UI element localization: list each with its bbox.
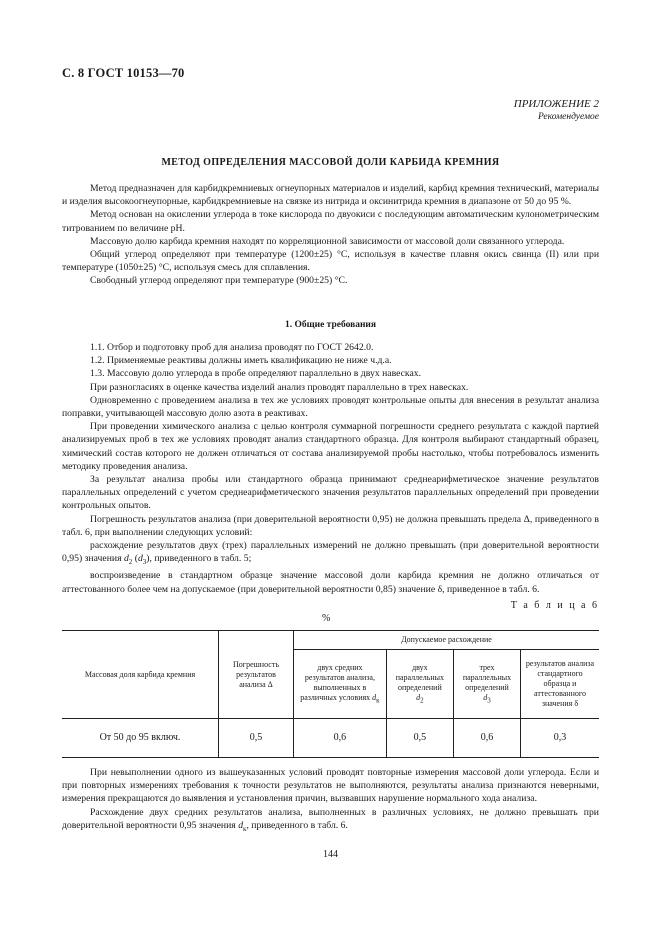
paragraph: Массовую долю карбида кремния находят по корреляционной зависимости от массовой доли связанного углерода. <box>90 235 565 247</box>
paragraph: За результат анализа пробы или стандартного образца принимают среднеарифметическое значение результатов параллельных определений с учетом среднеарифметического значения результатов параллельных определений при проведении контрольных опытов. <box>62 474 599 512</box>
subscript: к <box>243 824 247 833</box>
appendix-label <box>514 98 599 124</box>
header-dk <box>294 650 387 719</box>
symbol-d: d <box>123 553 129 565</box>
cell-delta-std: 0,3 <box>521 719 600 758</box>
condition-1-text: расхождение результатов двух (трех) параллельных измерений не должно превышать (при доверительной вероятности 0,95) значения <box>62 540 599 565</box>
symbol-d: d <box>483 692 488 702</box>
document-title: МЕТОД ОПРЕДЕЛЕНИЯ МАССОВОЙ ДОЛИ КАРБИДА КРЕМНИЯ <box>161 157 500 168</box>
subscript: 3 <box>487 696 491 705</box>
condition-1-text: ( <box>132 553 138 565</box>
paragraph: Метод предназначен для карбидкремниевых огнеупорных материалов и изделий, карбид кремния технический, материалы и изделия высокоогнеупорные, карбидкремниевые на связке из нитрида и оксинитрида кремния в диапазоне от 50 до 95 %. <box>62 183 599 208</box>
paragraph: При разногласиях в оценке качества изделий анализ проводят параллельно в трех навесках. <box>90 381 469 393</box>
table-caption: Т а б л и ц а 6 <box>510 600 599 611</box>
symbol-d: d <box>372 692 377 702</box>
paragraph-last <box>62 806 599 836</box>
paragraph: Погрешность результатов анализа (при доверительной вероятности 0,95) не должна превышать предела Δ, приведенного в табл. 6, при выполнении следующих условий: <box>62 513 599 538</box>
paragraph: Общий углерод определяют при температуре (1200±25) °С, используя в качестве плавня окись свинца (II) или при температуре (1050±25) °С, используя смесь для сплавления. <box>62 249 599 274</box>
paragraph: Метод основан на окислении углерода в токе кислорода по двуокиси с последующим автоматическим кулонометрическим титрованием по величине pH. <box>62 209 599 234</box>
paragraph: 1.2. Применяемые реактивы должны иметь квалификацию не ниже ч.д.а. <box>90 355 392 367</box>
page-number: 144 <box>323 849 338 860</box>
intro-block <box>62 182 599 288</box>
section1-block <box>62 341 599 596</box>
cell-dk: 0,6 <box>294 719 387 758</box>
header-d3-label: трех параллельных определений <box>462 662 512 692</box>
subscript: 3 <box>142 558 147 567</box>
paragraph: При проведении химического анализа с целью контроля суммарной погрешности среднего результата с каждой партией анализируемых проб в тех же условиях проводят анализ стандартного образца. Для контроля выбирают стандартный образец, химический состав которого не должен отличаться от состава анализируемой пробы настолько, чтобы потребовалось изменить методику проведения анализа. <box>62 421 599 472</box>
cell-delta: 0,5 <box>219 719 294 758</box>
table-row <box>62 719 599 758</box>
header-dk-label: двух средних результатов анализа, выполненных в различных условиях <box>300 662 375 702</box>
symbol-d: d <box>238 819 244 831</box>
appendix-status: Рекомендуемое <box>537 112 599 122</box>
header-group: Допускаемое расхождение <box>294 631 600 650</box>
table-unit: % <box>322 613 331 624</box>
table-6 <box>62 630 599 758</box>
paragraph: При невыполнении одного из вышеуказанных условий проводят повторные измерения массовой доли углерода. Если и при повторных измерениях требования к точности результатов не выполняются, результаты анализа признаются неверными, измерения прекращаются до выявления и установления причин, вызвавших нарушение нормального хода анализа. <box>62 767 599 805</box>
header-d2 <box>386 650 453 719</box>
cell-d3: 0,6 <box>453 719 520 758</box>
header-material: Массовая доля карбида кремния <box>62 631 219 719</box>
symbol-d: d <box>416 692 421 702</box>
subscript: 2 <box>128 558 133 567</box>
paragraph: 1.3. Массовую долю углерода в пробе определяют параллельно в двух навесках. <box>90 368 422 380</box>
cell-range: От 50 до 95 включ. <box>62 719 219 758</box>
paragraph-last-text: Расхождение двух средних результатов анализа, выполненных в различных условиях, не должно превышать при доверительной вероятности 0,95 значения <box>62 806 599 831</box>
after-table-block <box>62 766 599 836</box>
cell-d2: 0,5 <box>386 719 453 758</box>
paragraph-last-text: , приведенного в табл. 6. <box>246 819 348 831</box>
header-d3 <box>453 650 520 719</box>
subscript: 2 <box>420 696 424 705</box>
page-header: С. 8 ГОСТ 10153—70 <box>62 66 185 80</box>
paragraph: Свободный углерод определяют при температуре (900±25) °С. <box>90 275 348 287</box>
section-heading: 1. Общие требования <box>284 320 377 330</box>
header-delta: результатов анализа стандартного образца и аттестованного значения δ <box>521 650 600 719</box>
appendix-title: ПРИЛОЖЕНИЕ 2 <box>513 98 599 110</box>
paragraph: 1.1. Отбор и подготовку проб для анализа проводят по ГОСТ 2642.0. <box>90 342 374 353</box>
condition-1 <box>62 539 599 569</box>
condition-1-text: ), приведенного в табл. 5; <box>146 553 252 565</box>
paragraph: Одновременно с проведением анализа в тех же условиях проводят контрольные опыты для внесения в результат анализа поправки, учитывающей массовую долю азота в реактивах. <box>62 394 599 420</box>
symbol-d: d <box>137 553 143 565</box>
condition-2: воспроизведение в стандартном образце значение массовой доли карбида кремния не должно отличаться от аттестованного более чем на допускаемое (при доверительной вероятности 0,85) значение δ, приведенное в табл. 6. <box>62 570 599 595</box>
header-d2-label: двух параллельных определений <box>395 662 445 692</box>
header-error: Погрешность результатов анализа Δ <box>219 631 294 719</box>
subscript: к <box>376 696 380 705</box>
